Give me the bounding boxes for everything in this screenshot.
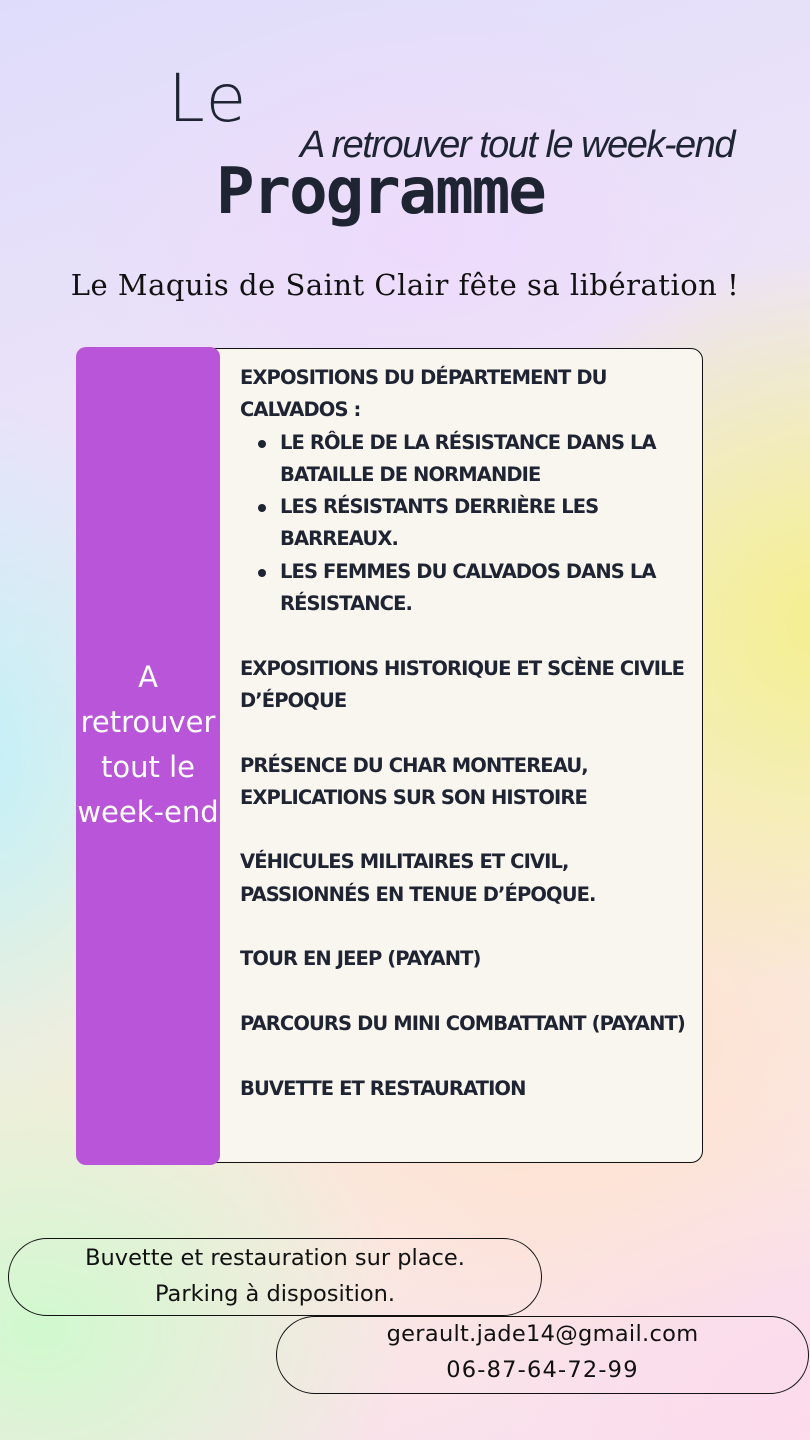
- title-le: Le: [168, 60, 249, 137]
- side-label: A retrouver tout le week-end: [77, 660, 219, 829]
- subtitle: A retrouver tout le week-end: [300, 124, 734, 166]
- side-band: [76, 347, 220, 1165]
- exposition-sublist: [240, 427, 690, 621]
- program-item-expositions-calvados: [240, 362, 690, 620]
- exposition-subitem: LES RÉSISTANTS DERRIÈRE LES BARREAUX.: [280, 491, 690, 556]
- exposition-subitem: LES FEMMES DU CALVADOS DANS LA RÉSISTANCE.: [280, 556, 690, 621]
- info-food: Buvette et restauration sur place.: [85, 1245, 465, 1271]
- info-pill: [8, 1238, 542, 1316]
- program-item-title: EXPOSITIONS DU DÉPARTEMENT DU CALVADOS :: [240, 366, 607, 422]
- info-parking: Parking à disposition.: [154, 1281, 396, 1307]
- contact-email: gerault.jade14@gmail.com: [386, 1321, 699, 1347]
- contact-pill: [276, 1316, 809, 1394]
- contact-phone: 06-87-64-72-99: [446, 1357, 639, 1383]
- tagline: Le Maquis de Saint Clair fête sa libération !: [70, 268, 740, 302]
- program-item: PRÉSENCE DU CHAR MONTEREAU, EXPLICATIONS SUR SON HISTOIRE: [240, 753, 588, 809]
- program-item: VÉHICULES MILITAIRES ET CIVIL, PASSIONNÉS EN TENUE D’ÉPOQUE.: [240, 850, 596, 906]
- program-item: BUVETTE ET RESTAURATION: [240, 1076, 526, 1100]
- program-item: EXPOSITIONS HISTORIQUE ET SCÈNE CIVILE D’ÉPOQUE: [240, 656, 685, 712]
- program-list: [240, 362, 690, 1105]
- program-item: PARCOURS DU MINI COMBATTANT (PAYANT): [240, 1011, 685, 1035]
- page-title: Programme: [216, 155, 545, 229]
- program-item: TOUR EN JEEP (PAYANT): [240, 947, 481, 971]
- exposition-subitem: LE RÔLE DE LA RÉSISTANCE DANS LA BATAILLE DE NORMANDIE: [280, 427, 690, 492]
